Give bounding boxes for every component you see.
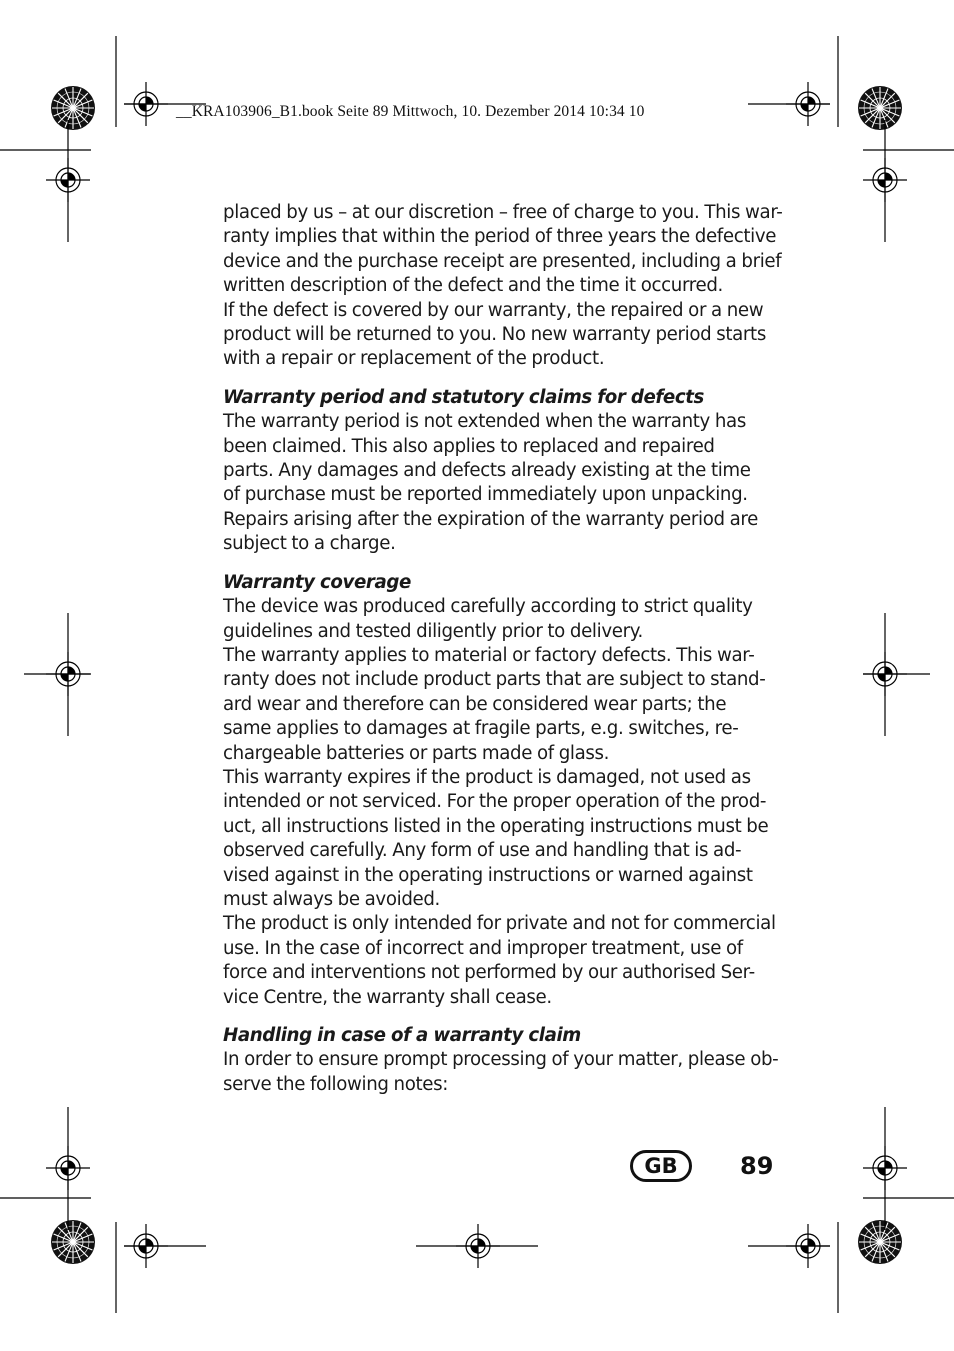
text-line: ard wear and therefore can be considered wear parts; the xyxy=(223,693,727,715)
page-number: 89 xyxy=(740,1152,774,1180)
section-warranty-claim-handling xyxy=(223,1024,779,1097)
star-target-top-left xyxy=(51,86,95,130)
text-line: The warranty applies to material or factory defects. This war- xyxy=(223,644,755,666)
text-line: device and the purchase receipt are presented, including a brief xyxy=(223,250,782,272)
text-line: This warranty expires if the product is damaged, not used as xyxy=(223,766,751,788)
document-body xyxy=(223,201,783,1097)
text-line: The warranty period is not extended when the warranty has xyxy=(223,411,746,433)
text-line: The product is only intended for private and not for commercial xyxy=(223,913,776,935)
text-line: use. In the case of incorrect and improper treatment, use of xyxy=(223,937,743,959)
section-heading: Warranty period and statutory claims for defects xyxy=(223,386,704,408)
text-line: chargeable batteries or parts made of glass. xyxy=(223,742,610,764)
text-line: serve the following notes: xyxy=(223,1073,449,1095)
text-line: observed carefully. Any form of use and handling that is ad- xyxy=(223,840,742,862)
text-line: vice Centre, the warranty shall cease. xyxy=(223,986,552,1008)
section-heading: Handling in case of a warranty claim xyxy=(223,1025,581,1046)
text-line: subject to a charge. xyxy=(223,533,396,555)
text-line: intended or not serviced. For the proper operation of the prod- xyxy=(223,791,767,813)
text-line: If the defect is covered by our warranty, the repaired or a new xyxy=(223,299,764,321)
section-warranty-period xyxy=(223,386,775,557)
text-line: In order to ensure prompt processing of your matter, please ob- xyxy=(223,1049,779,1071)
text-line: force and interventions not performed by our authorised Ser- xyxy=(223,962,755,984)
star-target-bottom-left xyxy=(51,1220,95,1264)
text-line: with a repair or replacement of the product. xyxy=(223,348,605,370)
print-header-file-info: __KRA103906_B1.book Seite 89 Mittwoch, 10. Dezember 2014 10:34 10 xyxy=(176,103,645,120)
text-line: vised against in the operating instructions or warned against xyxy=(223,864,753,886)
text-line: been claimed. This also applies to replaced and repaired xyxy=(223,435,715,457)
text-line: Repairs arising after the expiration of the warranty period are xyxy=(223,508,758,530)
language-badge: GB xyxy=(630,1150,692,1182)
text-line: of purchase must be reported immediately upon unpacking. xyxy=(223,484,748,506)
text-line: must always be avoided. xyxy=(223,888,440,910)
text-line: parts. Any damages and defects already existing at the time xyxy=(223,460,751,482)
section-heading: Warranty coverage xyxy=(223,571,411,593)
text-line: The device was produced carefully according to strict quality xyxy=(223,596,753,618)
text-line: same applies to damages at fragile parts, e.g. switches, re- xyxy=(223,718,739,740)
text-line: placed by us – at our discretion – free of charge to you. This war- xyxy=(223,202,783,223)
text-line: written description of the defect and the time it occurred. xyxy=(223,275,723,297)
star-target-bottom-right xyxy=(858,1220,902,1264)
text-line: uct, all instructions listed in the operating instructions must be xyxy=(223,815,769,837)
section-warranty-coverage xyxy=(223,571,775,1010)
text-line: ranty implies that within the period of three years the defective xyxy=(223,226,777,248)
text-line: guidelines and tested diligently prior to delivery. xyxy=(223,620,643,642)
text-line: product will be returned to you. No new warranty period starts xyxy=(223,324,766,346)
text-line: ranty does not include product parts that are subject to stand- xyxy=(223,669,766,691)
star-target-top-right xyxy=(858,86,902,130)
intro-paragraphs xyxy=(223,201,783,372)
